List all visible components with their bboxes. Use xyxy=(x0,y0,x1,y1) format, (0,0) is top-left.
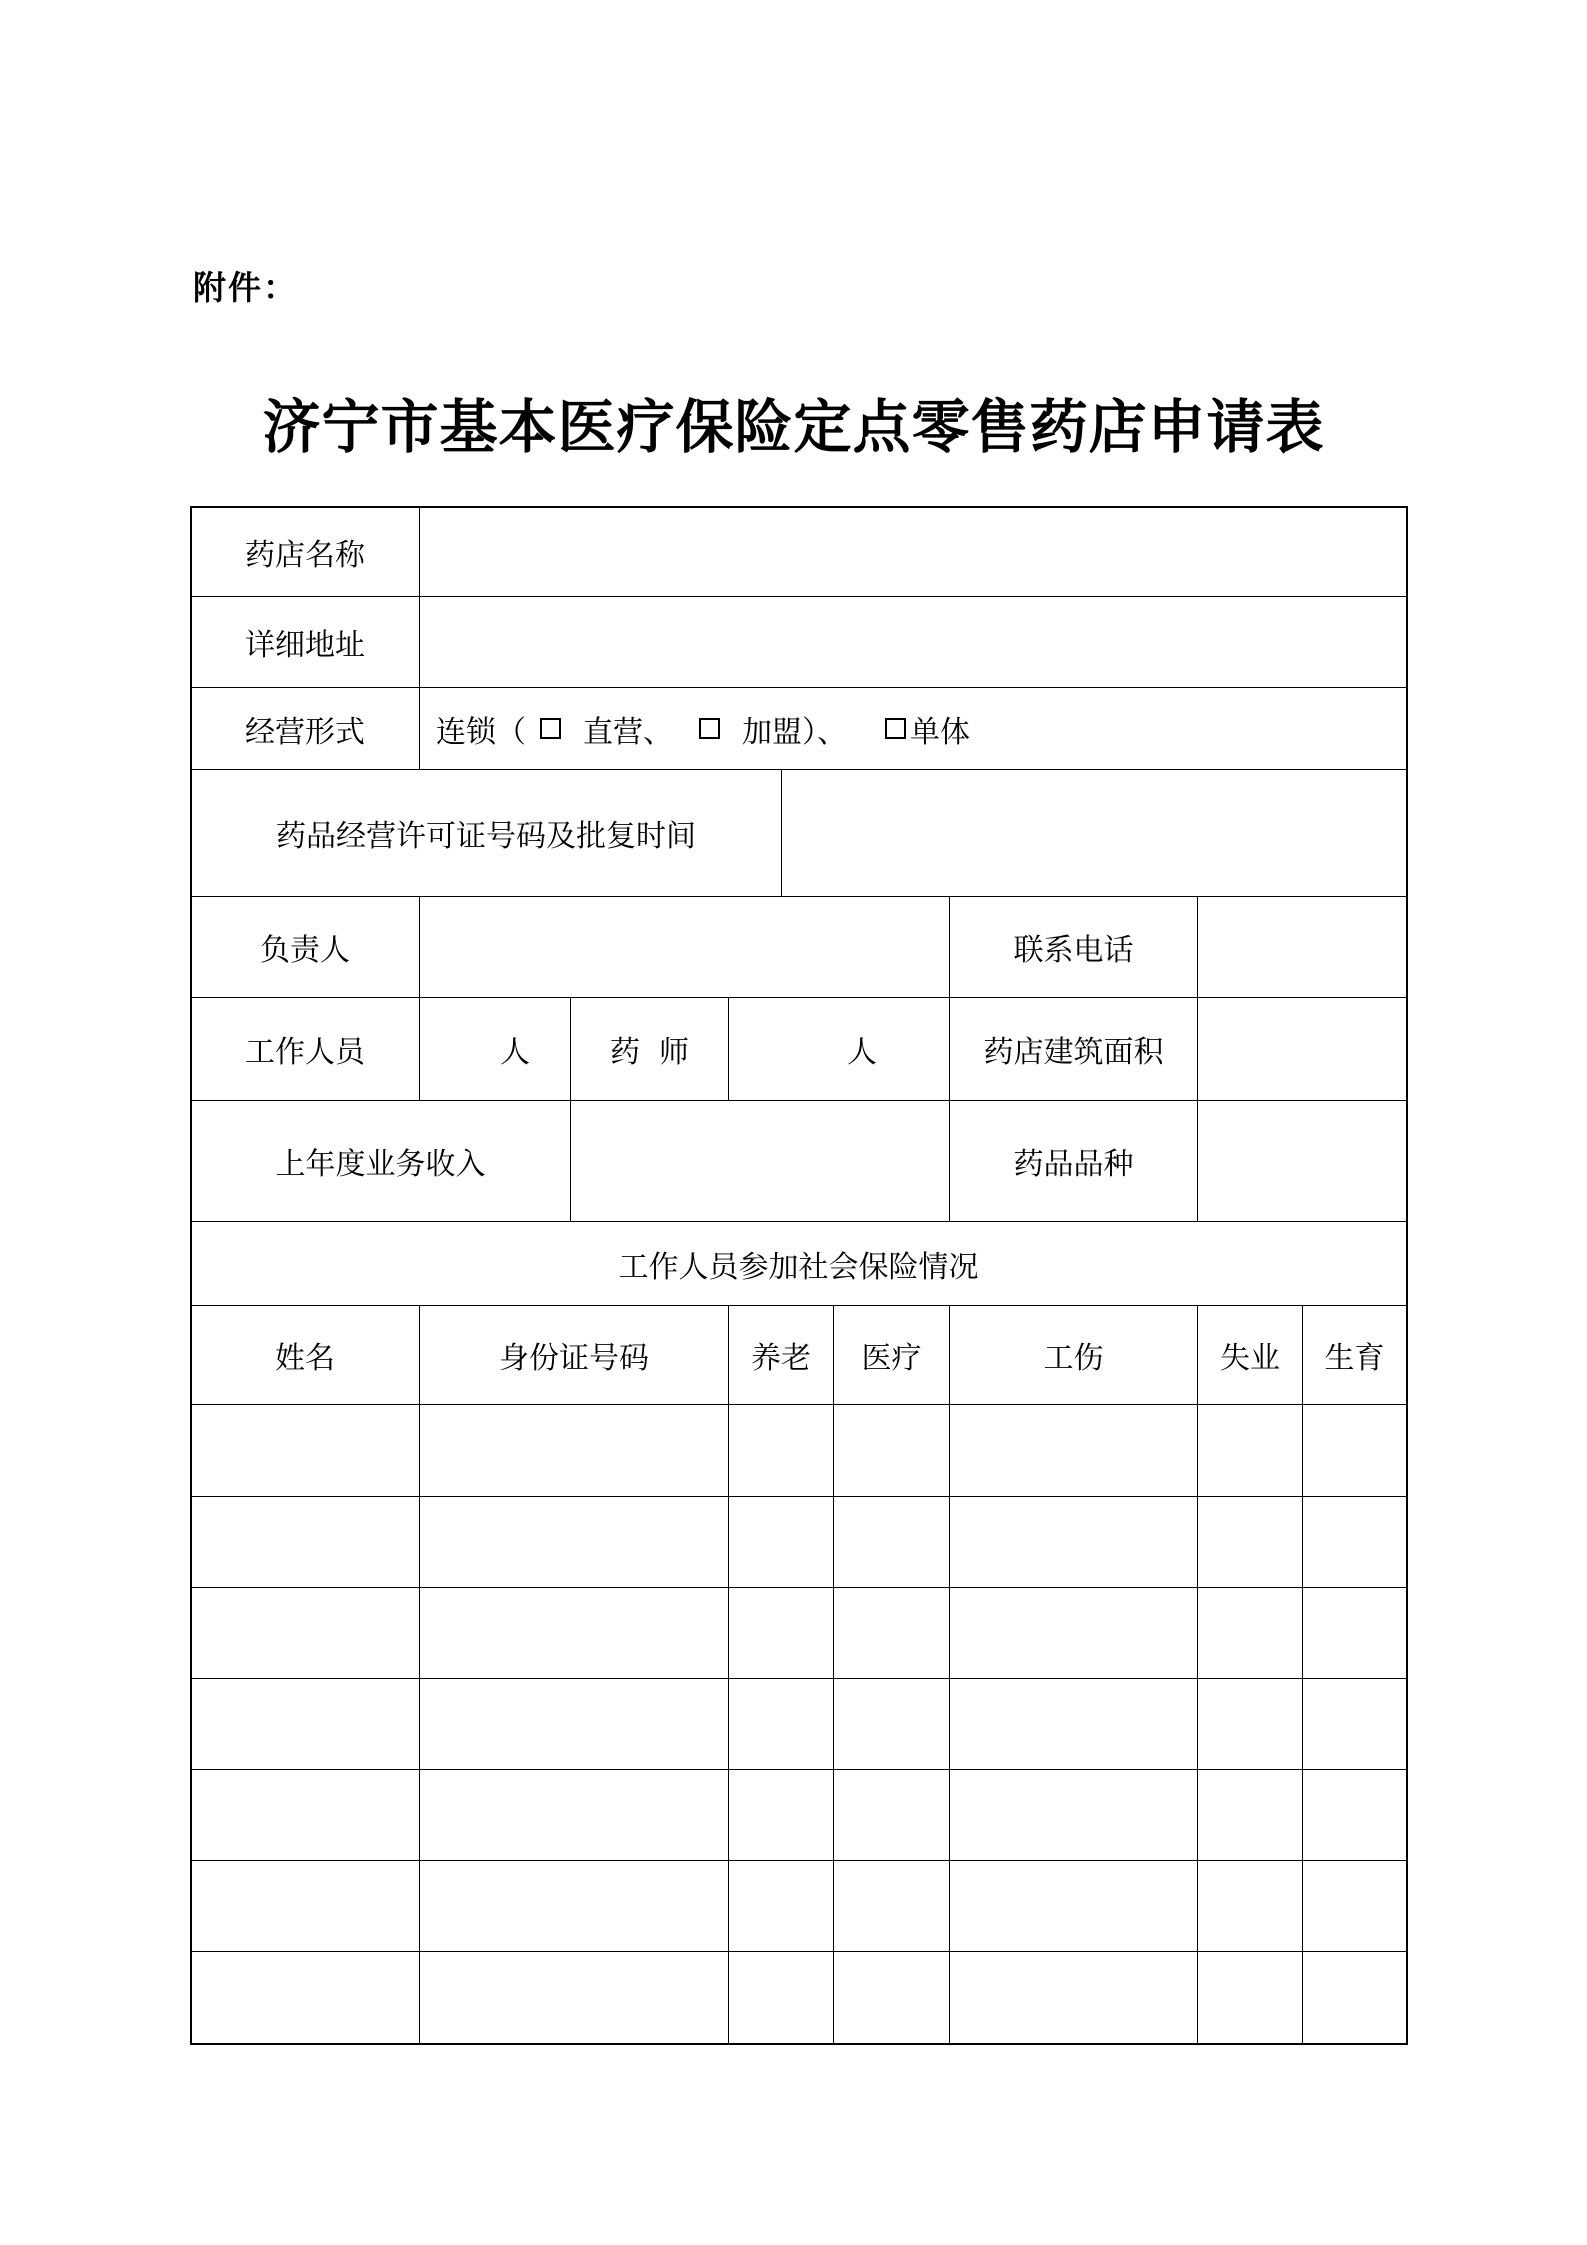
cell-medical[interactable] xyxy=(834,1405,949,1495)
pharmacy-name-label: 药店名称 xyxy=(245,537,365,573)
building-area-label: 药店建筑面积 xyxy=(983,1035,1164,1070)
insurance-section-title: 工作人员参加社会保险情况 xyxy=(618,1249,979,1285)
col-header-maternity: 生育 xyxy=(1324,1341,1385,1376)
direct-option[interactable] xyxy=(540,707,673,751)
cell-injury[interactable] xyxy=(950,1952,1197,2042)
staff-label: 工作人员 xyxy=(245,1035,365,1070)
pharmacist-count-field[interactable] xyxy=(729,998,949,1100)
cell-pension[interactable] xyxy=(729,1405,833,1495)
cell-id-number[interactable] xyxy=(420,1588,728,1678)
franchise-option[interactable] xyxy=(699,707,847,751)
cell-name[interactable] xyxy=(191,1861,419,1951)
cell-maternity[interactable] xyxy=(1303,1679,1406,1769)
form-title: 济宁市基本医疗保险定点零售药店申请表 xyxy=(262,393,1325,461)
col-header-name: 姓名 xyxy=(275,1341,335,1376)
single-option-label: 单体 xyxy=(910,714,970,750)
contact-phone-label: 联系电话 xyxy=(1013,933,1134,968)
cell-name[interactable] xyxy=(191,1497,419,1587)
cell-id-number[interactable] xyxy=(420,1497,728,1587)
cell-maternity[interactable] xyxy=(1303,1497,1406,1587)
direct-option-label: 直营、 xyxy=(583,714,673,750)
cell-injury[interactable] xyxy=(950,1770,1197,1860)
col-header-injury: 工伤 xyxy=(1043,1341,1104,1376)
pharmacist-label xyxy=(571,998,728,1100)
cell-unemployment[interactable] xyxy=(1198,1679,1302,1769)
address-field[interactable] xyxy=(420,597,1406,687)
cell-pension[interactable] xyxy=(729,1861,833,1951)
cell-id-number[interactable] xyxy=(420,1679,728,1769)
cell-maternity[interactable] xyxy=(1303,1405,1406,1495)
staff-unit: 人 xyxy=(500,1035,530,1070)
cell-injury[interactable] xyxy=(950,1861,1197,1951)
cell-injury[interactable] xyxy=(950,1405,1197,1495)
pharmacist-label-text: 药 师 xyxy=(609,1035,690,1070)
last-year-income-label: 上年度业务收入 xyxy=(275,1147,486,1182)
cell-pension[interactable] xyxy=(729,1588,833,1678)
business-form-label: 经营形式 xyxy=(245,714,365,750)
contact-phone-field[interactable] xyxy=(1198,897,1406,997)
cell-maternity[interactable] xyxy=(1303,1588,1406,1678)
single-checkbox[interactable] xyxy=(885,718,906,739)
cell-injury[interactable] xyxy=(950,1497,1197,1587)
cell-pension[interactable] xyxy=(729,1952,833,2042)
cell-id-number[interactable] xyxy=(420,1861,728,1951)
cell-pension[interactable] xyxy=(729,1770,833,1860)
cell-name[interactable] xyxy=(191,1588,419,1678)
cell-medical[interactable] xyxy=(834,1770,949,1860)
cell-unemployment[interactable] xyxy=(1198,1497,1302,1587)
cell-medical[interactable] xyxy=(834,1861,949,1951)
cell-maternity[interactable] xyxy=(1303,1952,1406,2042)
pharmacy-name-field[interactable] xyxy=(420,507,1406,596)
direct-checkbox[interactable] xyxy=(540,718,561,739)
cell-unemployment[interactable] xyxy=(1198,1770,1302,1860)
cell-medical[interactable] xyxy=(834,1679,949,1769)
cell-maternity[interactable] xyxy=(1303,1861,1406,1951)
table-border-right xyxy=(1406,506,1408,2045)
building-area-field[interactable] xyxy=(1198,998,1406,1100)
license-field[interactable] xyxy=(782,770,1406,896)
single-option[interactable] xyxy=(885,707,970,751)
cell-name[interactable] xyxy=(191,1679,419,1769)
cell-id-number[interactable] xyxy=(420,1952,728,2042)
cell-unemployment[interactable] xyxy=(1198,1405,1302,1495)
cell-name[interactable] xyxy=(191,1405,419,1495)
business-form-options xyxy=(420,688,1406,769)
col-header-pension: 养老 xyxy=(751,1341,811,1376)
drug-varieties-label: 药品品种 xyxy=(1013,1147,1134,1182)
col-header-unemployment: 失业 xyxy=(1220,1341,1280,1376)
pharmacist-unit: 人 xyxy=(847,1035,877,1070)
col-header-medical: 医疗 xyxy=(861,1341,922,1376)
table-border-bottom xyxy=(190,2043,1408,2045)
responsible-person-field[interactable] xyxy=(420,897,949,997)
cell-id-number[interactable] xyxy=(420,1770,728,1860)
cell-unemployment[interactable] xyxy=(1198,1952,1302,2042)
drug-varieties-field[interactable] xyxy=(1198,1101,1406,1221)
cell-name[interactable] xyxy=(191,1770,419,1860)
last-year-income-field[interactable] xyxy=(571,1101,949,1221)
responsible-person-label: 负责人 xyxy=(260,933,350,968)
cell-unemployment[interactable] xyxy=(1198,1861,1302,1951)
attachment-label: 附件： xyxy=(193,268,298,307)
cell-id-number[interactable] xyxy=(420,1405,728,1495)
cell-pension[interactable] xyxy=(729,1679,833,1769)
cell-injury[interactable] xyxy=(950,1679,1197,1769)
col-header-id-number: 身份证号码 xyxy=(499,1341,649,1376)
cell-maternity[interactable] xyxy=(1303,1770,1406,1860)
franchise-option-label: 加盟）、 xyxy=(742,714,847,750)
staff-count-field[interactable] xyxy=(420,998,570,1100)
cell-name[interactable] xyxy=(191,1952,419,2042)
cell-injury[interactable] xyxy=(950,1588,1197,1678)
license-label: 药品经营许可证号码及批复时间 xyxy=(276,819,696,854)
cell-medical[interactable] xyxy=(834,1497,949,1587)
address-label: 详细地址 xyxy=(245,628,365,663)
cell-medical[interactable] xyxy=(834,1588,949,1678)
cell-pension[interactable] xyxy=(729,1497,833,1587)
cell-medical[interactable] xyxy=(834,1952,949,2042)
franchise-checkbox[interactable] xyxy=(699,718,720,739)
chain-option-label: 连锁（ xyxy=(436,714,526,750)
cell-unemployment[interactable] xyxy=(1198,1588,1302,1678)
